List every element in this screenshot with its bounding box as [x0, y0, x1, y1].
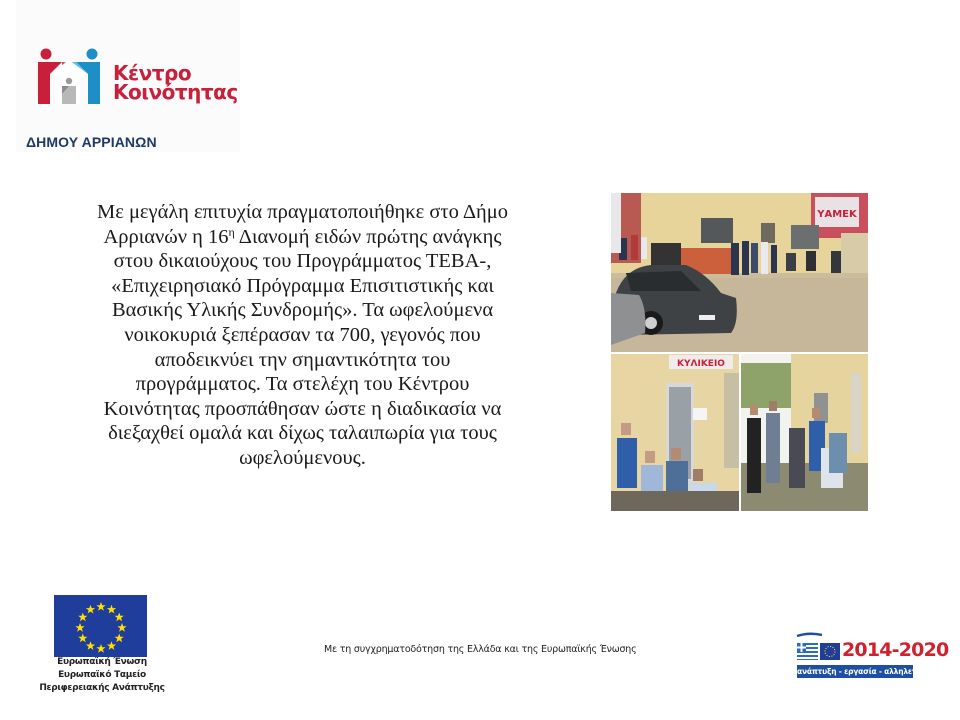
- announcement-text: [60, 200, 527, 471]
- text-line: [60, 225, 527, 250]
- text-line: στου δικαιούχους του Προγράμματος ΤΕΒΑ-,: [113, 250, 492, 273]
- community-center-logo-icon: [38, 48, 100, 106]
- text-fragment: Διανομή ειδών πρώτης ανάγκης: [234, 225, 502, 248]
- text-line: ωφελούμενους.: [239, 446, 366, 469]
- cofunding-statement: Με τη συγχρηματοδότηση της Ελλάδα και της Ευρωπαϊκής Ένωσης: [324, 644, 637, 655]
- eu-caption-line: Περιφερειακής Ανάπτυξης: [39, 683, 165, 693]
- text-fragment: Αρριανών η 16: [103, 225, 229, 248]
- espa-years: 2014-2020: [842, 639, 949, 661]
- ordinal-superscript: η: [228, 224, 235, 239]
- photo-sign-top: ΥΑΜΕΚ: [817, 209, 857, 220]
- text-line: Με μεγάλη επιτυχία πραγματοποιήθηκε στο Δήμο: [96, 201, 509, 223]
- photo-sign-bottom: ΚΥΛΙΚΕΙΟ: [677, 359, 725, 369]
- text-line: «Επιχειρησιακό Πρόγραμμα Επισιτιστικής και: [111, 274, 494, 297]
- municipality-title: ΔΗΜΟΥ ΑΡΡΙΑΝΩΝ: [26, 134, 157, 150]
- text-line: Κοινότητας προσπάθησαν ώστε η διαδικασία να: [103, 397, 502, 420]
- text-line: Βασικής Υλικής Συνδρομής». Τα ωφελούμενα: [111, 299, 494, 322]
- eu-fund-caption: [18, 656, 186, 695]
- distribution-photo-collage: [611, 193, 868, 511]
- logo-line-1: Κέντρο: [113, 61, 192, 85]
- text-line: διεξαχθεί ομαλά και δίχως ταλαιπωρία για τους: [108, 422, 497, 445]
- eu-flag-icon: [54, 595, 147, 657]
- text-line: νοικοκυριά ξεπέρασαν τα 700, γεγονός που: [124, 323, 481, 346]
- logo-line-2: Κοινότητας: [113, 80, 238, 104]
- text-line: αποδεικνύει την σημαντικότητα του: [154, 348, 451, 371]
- photo-illustration: [611, 193, 868, 511]
- eu-caption-line: Ευρωπαϊκή Ένωση: [57, 657, 147, 667]
- text-line: προγράμματος. Τα στελέχη του Κέντρου: [135, 373, 470, 396]
- eu-caption-line: Ευρωπαϊκό Ταμείο: [58, 670, 146, 680]
- espa-slogan: ανάπτυξη - εργασία - αλληλεγγύη: [797, 667, 932, 676]
- logo-wordmark: [113, 61, 238, 104]
- body-text-frame: [40, 200, 527, 520]
- espa-logo: [795, 632, 949, 680]
